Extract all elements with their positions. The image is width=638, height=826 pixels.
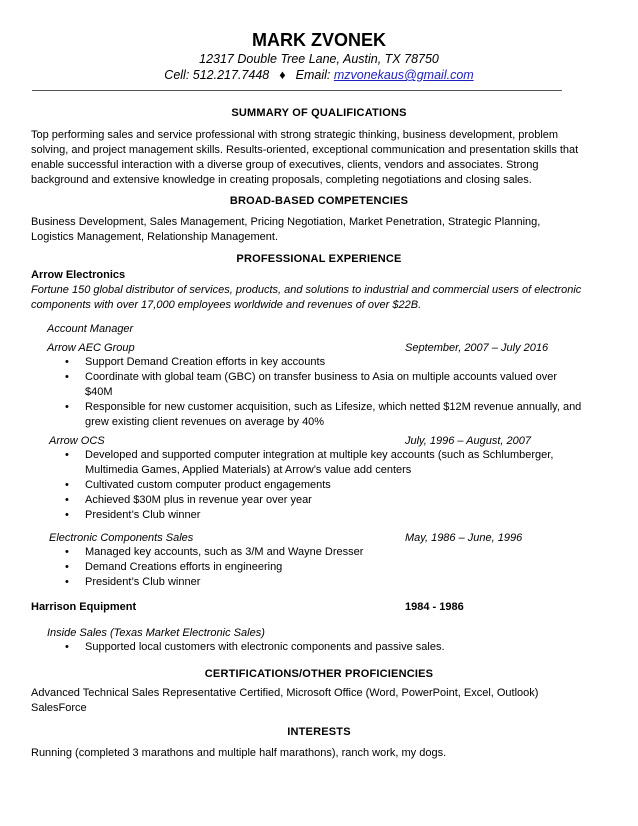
role-title: Inside Sales (Texas Market Electronic Sales) xyxy=(47,627,265,639)
address-line: 12317 Double Tree Lane, Austin, TX 78750 xyxy=(199,52,439,66)
certifications-heading: CERTIFICATIONS/OTHER PROFICIENCIES xyxy=(204,668,434,680)
applicant-name: MARK ZVONEK xyxy=(252,30,386,50)
position-dates: May, 1986 – June, 1996 xyxy=(405,532,523,544)
bullet-item: • Cultivated custom computer product engagements xyxy=(63,478,615,493)
bullet-item: • Responsible for new customer acquisition, such as Lifesize, which netted $12M revenue annually, and grew existing client revenues on average by 40% xyxy=(63,400,615,430)
company-dates: 1984 - 1986 xyxy=(405,601,464,613)
certifications-text xyxy=(31,686,609,716)
email-label: Email: xyxy=(295,68,331,82)
position-bullets xyxy=(63,355,615,430)
company-description-line: Fortune 150 global distributor of services, products, and solutions to industrial and commercial users of electronic xyxy=(31,284,582,296)
bullet-item: • Developed and supported computer integration at multiple key accounts (such as Schlumberger, Multimedia Games, Applied Materials) at Arrow’s value add centers xyxy=(63,448,615,478)
position-bullets xyxy=(63,545,615,590)
bullet-item: • Support Demand Creation efforts in key accounts xyxy=(63,355,615,370)
summary-heading: SUMMARY OF QUALIFICATIONS xyxy=(231,107,407,119)
summary-line: solving, and project management skills. Results-oriented, exceptional communication and presentation skills that xyxy=(31,144,579,156)
contact-line xyxy=(0,68,638,83)
cell-phone: Cell: 512.217.7448 xyxy=(164,68,270,82)
position-bullets xyxy=(63,448,615,523)
interests-line: Running (completed 3 marathons and multiple half marathons), ranch work, my dogs. xyxy=(31,747,447,759)
interests-heading: INTERESTS xyxy=(287,726,351,738)
company-description-line: components with over 17,000 employees worldwide and revenues of over $22B. xyxy=(31,299,422,311)
position-bullets xyxy=(63,640,615,655)
role-title: Account Manager xyxy=(47,323,134,335)
summary-line: background and extensive knowledge in creating proposals, completing negotiations and closing sales. xyxy=(31,174,532,186)
bullet-item: • Demand Creations efforts in engineering xyxy=(63,560,615,575)
email-link[interactable]: mzvonekaus@gmail.com xyxy=(333,68,474,82)
bullet-item: • President’s Club winner xyxy=(63,575,615,590)
header-divider xyxy=(32,90,562,91)
competencies-line: Logistics Management, Relationship Management. xyxy=(31,231,279,243)
bullet-item: • Supported local customers with electronic components and passive sales. xyxy=(63,640,615,655)
certifications-line: SalesForce xyxy=(31,702,87,714)
company-description xyxy=(31,283,611,313)
company-arrow: Arrow Electronics xyxy=(31,269,126,281)
company-harrison: Harrison Equipment xyxy=(31,601,137,613)
summary-line: enable successful interaction with a diverse group of executives, clients, vendors and associates. Strong xyxy=(31,159,539,171)
summary-line: Top performing sales and service professional with strong strategic thinking, business development, problem xyxy=(31,129,559,141)
summary-text xyxy=(31,128,609,188)
competencies-heading: BROAD-BASED COMPETENCIES xyxy=(229,195,409,207)
competencies-line: Business Development, Sales Management, Pricing Negotiation, Market Penetration, Strategic Planning, xyxy=(31,216,541,228)
competencies-text xyxy=(31,215,609,245)
position-org: Electronic Components Sales xyxy=(49,532,194,544)
bullet-item: • Coordinate with global team (GBC) on transfer business to Asia on multiple accounts valued over $40M xyxy=(63,370,615,400)
certifications-line: Advanced Technical Sales Representative Certified, Microsoft Office (Word, PowerPoint, Excel, Outlook) xyxy=(31,687,539,699)
bullet-item: • Managed key accounts, such as 3/M and Wayne Dresser xyxy=(63,545,615,560)
position-org: Arrow AEC Group xyxy=(47,342,135,354)
bullet-item: • President’s Club winner xyxy=(63,508,615,523)
interests-text xyxy=(31,746,609,761)
position-dates: July, 1996 – August, 2007 xyxy=(405,435,531,447)
position-dates: September, 2007 – July 2016 xyxy=(405,342,549,354)
bullet-item: • Achieved $30M plus in revenue year over year xyxy=(63,493,615,508)
experience-heading: PROFESSIONAL EXPERIENCE xyxy=(236,253,402,265)
diamond-separator-icon: ♦ xyxy=(279,68,286,82)
position-org: Arrow OCS xyxy=(49,435,105,447)
